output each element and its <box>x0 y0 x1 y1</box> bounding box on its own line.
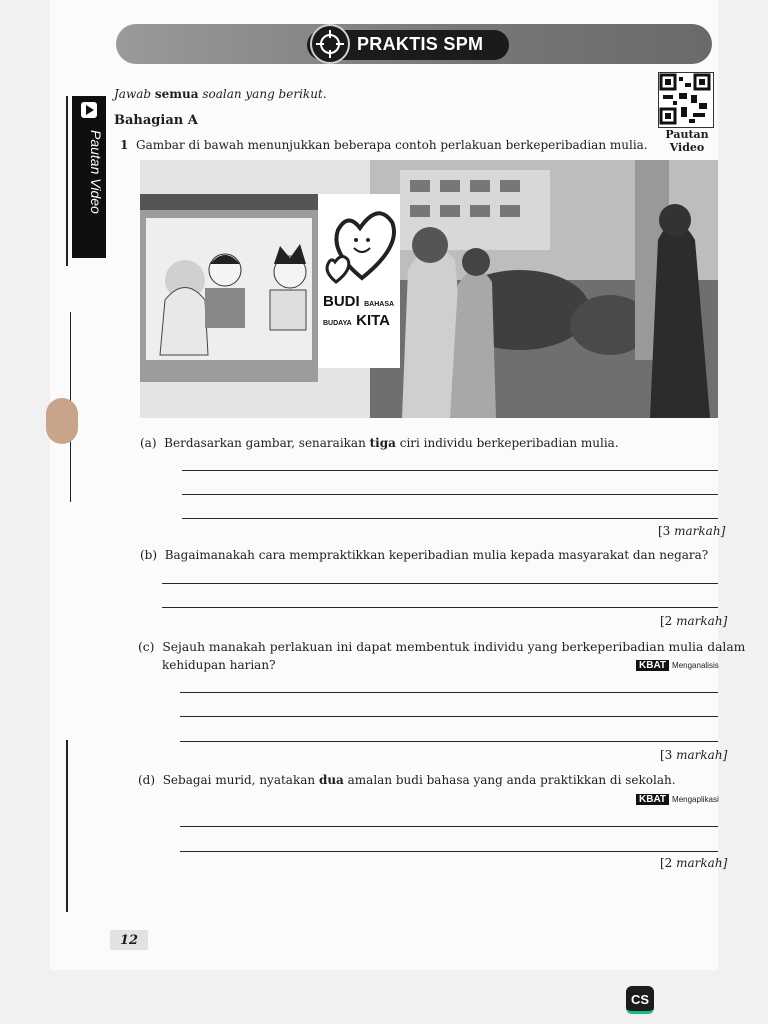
part-a-label: (a) <box>140 436 157 450</box>
figure-photo <box>140 160 718 418</box>
part-d-bold: dua <box>318 773 344 787</box>
marks-number: [2 <box>660 856 677 870</box>
part-d-question <box>138 773 676 787</box>
instruction-prefix: Jawab <box>114 87 152 101</box>
answer-line[interactable] <box>182 470 718 471</box>
video-link-label: Pautan Video <box>88 130 104 214</box>
margin-rule <box>66 96 68 266</box>
answer-line[interactable] <box>180 741 718 742</box>
part-a-marks <box>658 524 725 538</box>
kbat-skill: Menganalisis <box>672 661 719 670</box>
qr-label-line1: Pautan <box>665 128 709 141</box>
part-d-label: (d) <box>138 773 156 787</box>
part-b-text: Bagaimanakah cara mempraktikkan keperibadian mulia kepada masyarakat dan negara? <box>164 548 709 562</box>
part-b-marks <box>660 614 727 628</box>
qr-label <box>648 128 726 154</box>
instruction <box>114 87 327 101</box>
question-text: Gambar di bawah menunjukkan beberapa contoh perlakuan berkeperibadian mulia. <box>136 138 648 152</box>
part-c-text-line2: kehidupan harian? <box>162 658 276 672</box>
answer-line[interactable] <box>162 607 718 608</box>
qr-code-icon[interactable] <box>658 72 714 128</box>
poster-word-kita: KITA <box>356 312 391 329</box>
page-number: 12 <box>120 933 139 948</box>
question-number: 1 <box>120 138 129 152</box>
crosshair-icon <box>310 24 350 64</box>
marks-word: markah] <box>676 614 728 628</box>
answer-line[interactable] <box>180 851 718 852</box>
camscanner-logo: CS <box>626 986 654 1014</box>
poster-word-bahasa: BAHASA <box>364 301 395 308</box>
marks-word: markah] <box>676 748 728 762</box>
kbat-skill: Mengaplikasi <box>672 795 719 804</box>
poster-word-budi: BUDI <box>323 293 360 310</box>
part-c-text: Sejauh manakah perlakuan ini dapat membentuk individu yang berkeperibadian mulia dalam <box>162 640 746 654</box>
kbat-badge: KBAT <box>636 794 669 805</box>
instruction-bold: semua <box>154 87 199 101</box>
kbat-badge: KBAT <box>636 660 669 671</box>
play-icon <box>81 102 97 118</box>
header-title: PRAKTIS SPM <box>357 34 484 54</box>
answer-line[interactable] <box>182 518 718 519</box>
qr-label-line2: Video <box>669 141 705 154</box>
part-b-label: (b) <box>140 548 158 562</box>
finger-thumb <box>46 398 78 444</box>
part-c-label: (c) <box>138 640 155 654</box>
part-c-question <box>138 640 745 654</box>
marks-number: [3 <box>658 524 675 538</box>
answer-line[interactable] <box>162 583 718 584</box>
part-d-text: Sebagai murid, nyatakan <box>162 773 319 787</box>
poster-slogan <box>323 294 394 332</box>
answer-line[interactable] <box>180 826 718 827</box>
part-c-marks <box>660 748 727 762</box>
part-c-kbat <box>636 660 719 671</box>
marks-word: markah] <box>674 524 726 538</box>
part-d-marks <box>660 856 727 870</box>
part-b-question <box>140 548 708 562</box>
part-a-bold: tiga <box>369 436 396 450</box>
marks-number: [2 <box>660 614 677 628</box>
part-a-text: Berdasarkan gambar, senaraikan <box>164 436 370 450</box>
part-a-question <box>140 436 619 450</box>
instruction-suffix: soalan yang berikut. <box>202 87 327 101</box>
part-a-text-end: ciri individu berkeperibadian mulia. <box>395 436 619 450</box>
answer-line[interactable] <box>180 716 718 717</box>
poster-word-budaya: BUDAYA <box>323 320 352 327</box>
answer-line[interactable] <box>180 692 718 693</box>
section-title: Bahagian A <box>114 113 198 128</box>
marks-word: markah] <box>676 856 728 870</box>
part-d-text-end: amalan budi bahasa yang anda praktikkan di sekolah. <box>343 773 676 787</box>
part-d-kbat <box>636 794 719 805</box>
margin-rule <box>66 740 68 912</box>
marks-number: [3 <box>660 748 677 762</box>
answer-line[interactable] <box>182 494 718 495</box>
